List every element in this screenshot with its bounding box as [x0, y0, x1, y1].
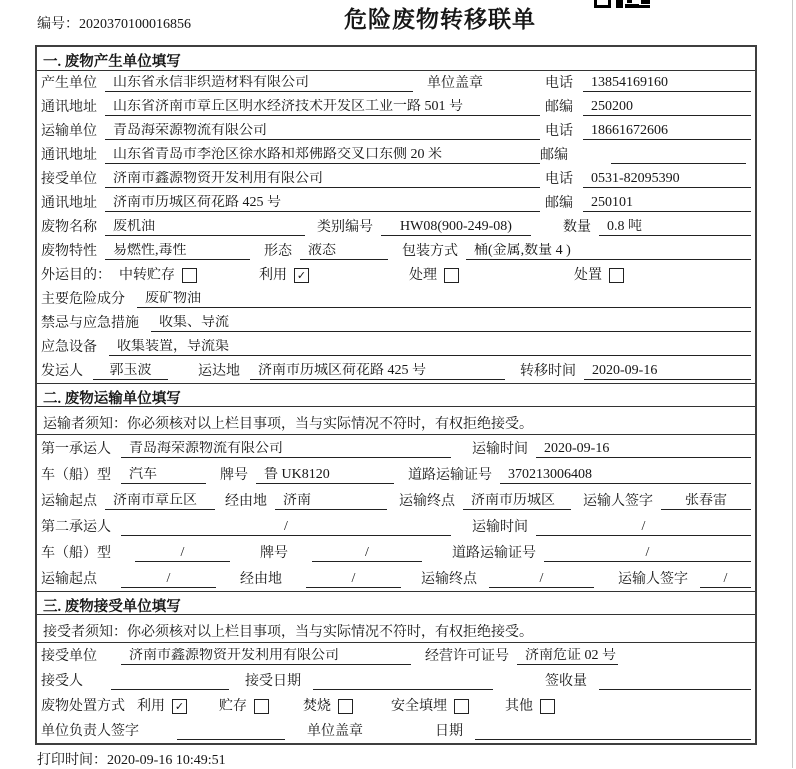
category-value: HW08(900-249-08) [381, 219, 531, 236]
row-transporter [37, 119, 755, 143]
license-label: 经营许可证号 [425, 649, 509, 664]
receiver-label: 接受单位 [41, 172, 97, 187]
receiver-zip-label: 邮编 [545, 196, 573, 211]
transfer-purpose-label: 外运目的： [41, 268, 111, 283]
accept-unit-label: 接受单位 [41, 649, 97, 664]
waste-name-label: 废物名称 [41, 220, 97, 235]
producer-zip-value: 250200 [583, 99, 751, 116]
row-route1 [37, 487, 755, 513]
checkbox-transit-storage [182, 268, 197, 283]
option-disposal-label: 处置 [574, 268, 602, 283]
option-disposal [574, 268, 624, 284]
checkbox-d-reuse: ✓ [172, 699, 187, 714]
destination-label: 运达地 [198, 364, 240, 379]
qr-block [625, 4, 639, 8]
qr-code-fragment [594, 0, 654, 9]
date-value [475, 724, 751, 740]
print-time-label: 打印时间： [37, 753, 107, 768]
row-producer-address [37, 95, 755, 119]
emergency-equipment-value: 收集装置，导流渠 [109, 339, 751, 356]
road-permit2-label: 道路运输证号 [452, 546, 536, 561]
doc-number-value: 2020370100016856 [79, 17, 191, 32]
transporter-address-label: 通讯地址 [41, 148, 97, 163]
page-title: 危险废物转移联单 [344, 7, 536, 32]
row-transfer-purpose [37, 263, 755, 287]
receiver-zip-value: 250101 [583, 195, 751, 212]
receiver-value: 济南市鑫源物资开发利用有限公司 [105, 171, 540, 188]
transporter-phone-value: 18661672606 [583, 123, 751, 140]
origin1-value: 济南市章丘区 [105, 493, 215, 510]
transport-time2-value: / [536, 519, 751, 536]
carrier-sign2-label: 运输人签字 [618, 572, 688, 587]
option-transit-storage-label: 中转贮存 [119, 268, 175, 283]
producer-label: 产生单位 [41, 76, 97, 91]
origin2-value: / [121, 571, 216, 588]
unit-seal-label: 单位盖章 [307, 724, 363, 739]
option-d-reuse [137, 699, 187, 715]
print-time-line [37, 749, 226, 769]
checkbox-d-other [540, 699, 555, 714]
transport-time1-label: 运输时间 [472, 442, 528, 457]
end1-value: 济南市历城区 [463, 493, 571, 510]
taboo-measures-label: 禁忌与应急措施 [41, 316, 139, 331]
row-second-carrier [37, 513, 755, 539]
qr-block [639, 5, 650, 8]
producer-address-value: 山东省济南市章丘区明水经济技术开发区工业一路 501 号 [105, 99, 540, 116]
carrier-sign2-value: / [700, 571, 751, 588]
row-receiver-address [37, 191, 755, 215]
emergency-equipment-label: 应急设备 [41, 340, 97, 355]
license-value: 济南危证 02 号 [517, 648, 618, 665]
checkbox-treatment [444, 268, 459, 283]
form-label: 形态 [264, 244, 292, 259]
road-permit2-value: / [544, 545, 751, 562]
option-reuse [259, 268, 309, 284]
option-d-incineration-label: 焚烧 [303, 699, 331, 714]
option-d-other-label: 其他 [505, 699, 533, 714]
transporter-zip-label: 邮编 [540, 148, 568, 163]
disposal-method-label: 废物处置方式 [41, 699, 125, 714]
producer-phone-label: 电话 [545, 76, 573, 91]
road-permit1-label: 道路运输证号 [408, 468, 492, 483]
checkbox-disposal [609, 268, 624, 283]
transfer-date-label: 转移时间 [520, 364, 576, 379]
end2-value: / [489, 571, 594, 588]
waste-name-value: 废机油 [105, 219, 305, 236]
vehicle-type2-value: / [135, 545, 230, 562]
transporter-phone-label: 电话 [545, 124, 573, 139]
qr-block [616, 0, 623, 8]
head-signature-label: 单位负责人签字 [41, 724, 139, 739]
checkbox-d-landfill [454, 699, 469, 714]
carrier-sign1-value: 张春雷 [661, 493, 751, 510]
row-emergency-equipment [37, 335, 755, 359]
form-value: 液态 [300, 243, 388, 260]
vehicle-type1-label: 车（船）型 [41, 468, 111, 483]
category-label: 类别编号 [317, 220, 373, 235]
waste-character-value: 易燃性,毒性 [105, 243, 250, 260]
option-d-incineration [303, 699, 353, 715]
first-carrier-value: 青岛海荣源物流有限公司 [121, 441, 451, 458]
road-permit1-value: 370213006408 [500, 467, 751, 484]
row-vehicle2 [37, 539, 755, 565]
via2-label: 经由地 [240, 572, 282, 587]
row-waste-character [37, 239, 755, 263]
section3-header: 三. 废物接受单位填写 [37, 591, 755, 615]
end2-label: 运输终点 [421, 572, 477, 587]
shipper-label: 发运人 [41, 364, 83, 379]
transport-time1-value: 2020-09-16 [536, 441, 751, 458]
row-accept-unit [37, 643, 755, 668]
hazard-component-label: 主要危险成分 [41, 292, 125, 307]
hazard-component-value: 废矿物油 [137, 291, 751, 308]
print-time-value: 2020-09-16 10:49:51 [107, 753, 226, 768]
producer-seal-label: 单位盖章 [427, 76, 483, 91]
via1-label: 经由地 [225, 494, 267, 509]
row-route2 [37, 565, 755, 591]
option-d-landfill-label: 安全填埋 [391, 699, 447, 714]
head-signature-value [177, 724, 285, 740]
producer-zip-label: 邮编 [545, 100, 573, 115]
carrier-sign1-label: 运输人签字 [583, 494, 653, 509]
row-hazard-component [37, 287, 755, 311]
first-carrier-label: 第一承运人 [41, 442, 111, 457]
acceptor-value [111, 674, 229, 690]
waste-character-label: 废物特性 [41, 244, 97, 259]
transfer-date-value: 2020-09-16 [584, 363, 751, 380]
option-transit-storage [119, 268, 197, 284]
via1-value: 济南 [275, 493, 387, 510]
acceptor-label: 接受人 [41, 674, 83, 689]
date-label: 日期 [435, 724, 463, 739]
row-taboo-measures [37, 311, 755, 335]
quantity-value: 0.8 吨 [599, 219, 751, 236]
transporter-label: 运输单位 [41, 124, 97, 139]
row-producer [37, 71, 755, 95]
row-transporter-address [37, 143, 755, 167]
producer-address-label: 通讯地址 [41, 100, 97, 115]
transporter-address-value: 山东省青岛市李沧区徐水路和郑佛路交叉口东侧 20 米 [105, 147, 540, 164]
second-carrier-value: / [121, 519, 451, 536]
option-d-storage-label: 贮存 [219, 699, 247, 714]
option-treatment [409, 268, 459, 284]
via2-value: / [306, 571, 401, 588]
origin2-label: 运输起点 [41, 572, 97, 587]
row-receiver [37, 167, 755, 191]
page-right-edge [792, 0, 793, 768]
checkbox-d-incineration [338, 699, 353, 714]
vehicle-type1-value: 汽车 [121, 467, 206, 484]
option-treatment-label: 处理 [409, 268, 437, 283]
quantity-label: 数量 [563, 220, 591, 235]
vehicle-type2-label: 车（船）型 [41, 546, 111, 561]
section1-header: 一. 废物产生单位填写 [37, 47, 755, 71]
option-d-other [505, 699, 555, 715]
plate2-label: 牌号 [260, 546, 288, 561]
end1-label: 运输终点 [399, 494, 455, 509]
option-d-landfill [391, 699, 469, 715]
packing-value: 桶(金属,数量 4 ) [466, 243, 751, 260]
plate1-value: 鲁 UK8120 [256, 467, 394, 484]
row-shipper [37, 359, 755, 383]
origin1-label: 运输起点 [41, 494, 97, 509]
receiver-address-label: 通讯地址 [41, 196, 97, 211]
plate1-label: 牌号 [220, 468, 248, 483]
checkbox-d-storage [254, 699, 269, 714]
transporter-zip-value [611, 148, 746, 164]
qr-block [627, 0, 632, 3]
accept-date-value [313, 674, 493, 690]
transporter-notice: 运输者须知：你必须核对以上栏目事项，当与实际情况不符时，有权拒绝接受。 [37, 407, 755, 435]
producer-value: 山东省永信非织造材料有限公司 [105, 75, 413, 92]
option-d-storage [219, 699, 269, 715]
packing-label: 包装方式 [402, 244, 458, 259]
shipper-value: 郭玉波 [93, 363, 168, 380]
option-d-reuse-label: 利用 [137, 699, 165, 714]
destination-value: 济南市历城区荷花路 425 号 [250, 363, 505, 380]
checkbox-reuse: ✓ [294, 268, 309, 283]
qr-block [594, 0, 611, 8]
doc-number-label: 编号： [37, 17, 79, 32]
row-disposal-method [37, 693, 755, 718]
receiver-phone-label: 电话 [545, 172, 573, 187]
plate2-value: / [312, 545, 422, 562]
row-acceptor [37, 668, 755, 693]
receiver-phone-value: 0531-82095390 [583, 171, 751, 188]
receiver-notice: 接受者须知：你必须核对以上栏目事项，当与实际情况不符时，有权拒绝接受。 [37, 615, 755, 643]
section2-header: 二. 废物运输单位填写 [37, 383, 755, 407]
transport-time2-label: 运输时间 [472, 520, 528, 535]
receiver-address-value: 济南市历城区荷花路 425 号 [105, 195, 540, 212]
row-vehicle1 [37, 461, 755, 487]
second-carrier-label: 第二承运人 [41, 520, 111, 535]
received-qty-label: 签收量 [545, 674, 587, 689]
row-waste-name [37, 215, 755, 239]
qr-block [641, 0, 650, 4]
row-first-carrier [37, 435, 755, 461]
manifest-form [35, 45, 757, 745]
accept-unit-value: 济南市鑫源物资开发利用有限公司 [121, 648, 411, 665]
producer-phone-value: 13854169160 [583, 75, 751, 92]
accept-date-label: 接受日期 [245, 674, 301, 689]
option-reuse-label: 利用 [259, 268, 287, 283]
transporter-value: 青岛海荣源物流有限公司 [105, 123, 540, 140]
row-head-signature [37, 718, 755, 743]
received-qty-value [599, 674, 751, 690]
taboo-measures-value: 收集、导流 [151, 315, 751, 332]
